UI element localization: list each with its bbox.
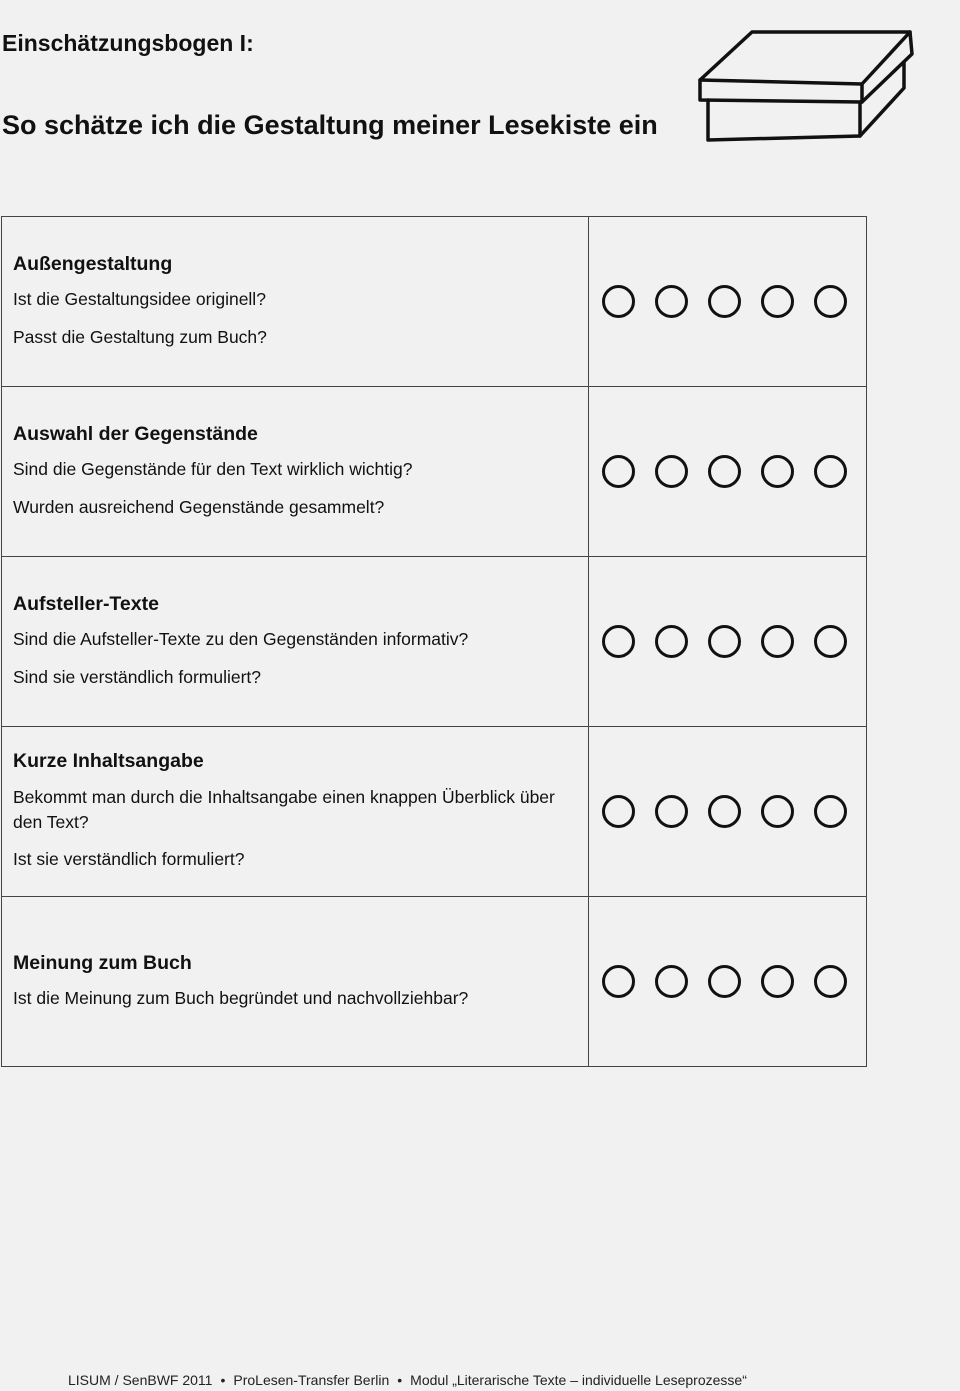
- rating-circle[interactable]: [814, 795, 847, 828]
- criteria-question: Passt die Gestaltung zum Buch?: [13, 326, 267, 347]
- criteria-cell: [2, 387, 589, 557]
- rating-circle[interactable]: [708, 455, 741, 488]
- rating-circle[interactable]: [655, 285, 688, 318]
- criteria-cell: [2, 557, 589, 727]
- rating-circle[interactable]: [814, 455, 847, 488]
- criteria-title: Auswahl der Gegenstände: [13, 422, 258, 445]
- rating-circle[interactable]: [708, 965, 741, 998]
- rating-scale: [589, 285, 866, 318]
- criteria-title: Außengestaltung: [13, 252, 173, 275]
- criteria-question: Ist die Meinung zum Buch begründet und nachvollziehbar?: [13, 988, 469, 1008]
- criteria-question: Bekommt man durch die Inhaltsangabe einen knappen Überblick über den Text?: [13, 786, 555, 832]
- criteria-title: Kurze Inhaltsangabe: [13, 750, 204, 773]
- rating-scale: [589, 455, 866, 488]
- rating-circle[interactable]: [708, 285, 741, 318]
- criteria-question: Sind die Aufsteller-Texte zu den Gegenständen informativ?: [13, 629, 469, 650]
- criteria-row: [2, 217, 867, 387]
- footer-text: Modul „Literarische Texte – individuelle Leseprozesse“: [410, 1372, 747, 1388]
- evaluation-table: [1, 216, 867, 1067]
- rating-circle[interactable]: [761, 455, 794, 488]
- rating-cell: [589, 727, 867, 897]
- criteria-question: Sind die Gegenstände für den Text wirklich wichtig?: [13, 459, 413, 480]
- criteria-row: [2, 557, 867, 727]
- criteria-question: Ist die Gestaltungsidee originell?: [13, 289, 266, 310]
- footer-separator: •: [220, 1372, 226, 1388]
- criteria-row: [2, 727, 867, 897]
- rating-cell: [589, 217, 867, 387]
- criteria-row: [2, 387, 867, 557]
- rating-circle[interactable]: [655, 625, 688, 658]
- criteria-question: Sind sie verständlich formuliert?: [13, 666, 262, 687]
- criteria-row: [2, 897, 867, 1067]
- criteria-cell: [2, 217, 589, 387]
- rating-cell: [589, 897, 867, 1067]
- rating-circle[interactable]: [761, 625, 794, 658]
- rating-circle[interactable]: [814, 965, 847, 998]
- rating-circle[interactable]: [708, 625, 741, 658]
- footer: [68, 1372, 747, 1388]
- rating-scale: [589, 795, 866, 828]
- rating-circle[interactable]: [602, 455, 635, 488]
- box-icon: [690, 22, 920, 152]
- rating-circle[interactable]: [602, 965, 635, 998]
- rating-circle[interactable]: [814, 285, 847, 318]
- page-title: So schätze ich die Gestaltung meiner Lesekiste ein: [2, 110, 658, 140]
- rating-circle[interactable]: [655, 795, 688, 828]
- rating-circle[interactable]: [602, 625, 635, 658]
- footer-text: ProLesen-Transfer Berlin: [233, 1372, 390, 1388]
- rating-circle[interactable]: [655, 965, 688, 998]
- rating-circle[interactable]: [814, 625, 847, 658]
- rating-scale: [589, 965, 866, 998]
- rating-circle[interactable]: [708, 795, 741, 828]
- rating-scale: [589, 625, 866, 658]
- rating-circle[interactable]: [655, 455, 688, 488]
- rating-circle[interactable]: [602, 795, 635, 828]
- rating-circle[interactable]: [761, 795, 794, 828]
- rating-circle[interactable]: [761, 965, 794, 998]
- criteria-title: Aufsteller-Texte: [13, 592, 159, 615]
- criteria-title: Meinung zum Buch: [13, 951, 192, 974]
- criteria-cell: [2, 727, 589, 897]
- rating-circle[interactable]: [602, 285, 635, 318]
- criteria-question: Ist sie verständlich formuliert?: [13, 849, 245, 870]
- criteria-question: Wurden ausreichend Gegenstände gesammelt?: [13, 496, 385, 517]
- rating-circle[interactable]: [761, 285, 794, 318]
- rating-cell: [589, 557, 867, 727]
- footer-separator: •: [397, 1372, 403, 1388]
- form-label: Einschätzungsbogen I:: [2, 30, 254, 56]
- criteria-cell: [2, 897, 589, 1067]
- footer-text: LISUM / SenBWF 2011: [68, 1372, 213, 1388]
- rating-cell: [589, 387, 867, 557]
